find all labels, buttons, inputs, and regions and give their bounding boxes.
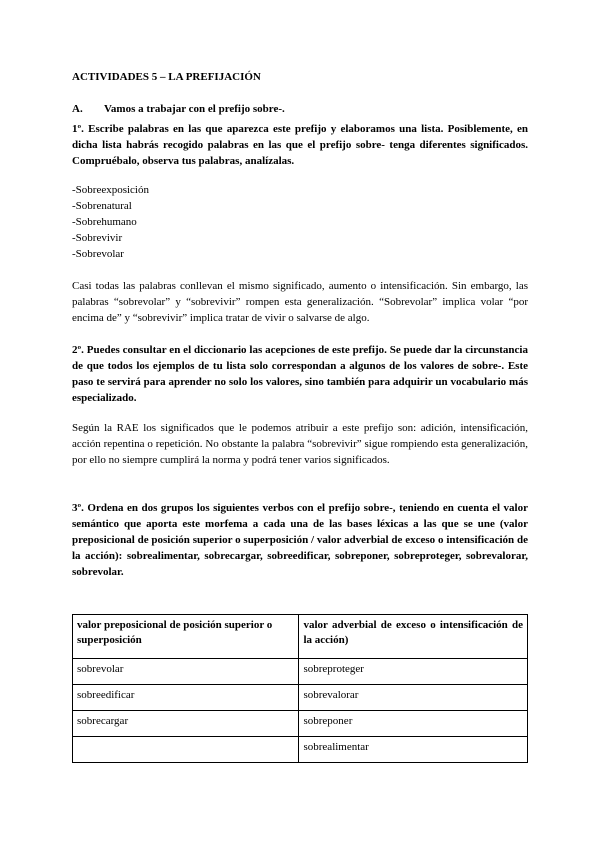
list-item: -Sobrehumano <box>72 216 137 228</box>
q1-answer: Casi todas las palabras conllevan el mismo significado, aumento o intensificación. Sin embargo, las palabras “sobrevolar” y “sobrevivir” rompen esta generalización. “Sobrevolar” implica volar “por encima de” y “sobrevivir” implica tratar de vivir o salvarse de algo. <box>72 280 528 324</box>
list-item: -Sobreexposición <box>72 184 149 196</box>
page-title: ACTIVIDADES 5 – LA PREFIJACIÓN <box>72 71 261 83</box>
table-cell: sobreproteger <box>299 659 528 685</box>
table-row <box>73 711 528 737</box>
header-cell-adverbial: valor adverbial de exceso o intensificación de la acción) <box>299 615 528 659</box>
section-letter: A. <box>72 103 83 115</box>
table-header-row <box>73 615 528 659</box>
table-cell: sobreedificar <box>73 685 299 711</box>
section-a-heading <box>72 103 285 115</box>
q3-prompt: 3º. Ordena en dos grupos los siguientes verbos con el prefijo sobre-, teniendo en cuenta el valor semántico que aporta este morfema a cada una de las bases léxicas a las que se une (valor preposicional de posición superior o superposición / valor adverbial de exceso o intensificación de la acción): sobrealimentar, sobrecargar, sobreedificar, sobreponer, sobreproteger, sobrevalorar, sobrevolar. <box>72 502 528 578</box>
table-row <box>73 659 528 685</box>
list-item: -Sobrenatural <box>72 200 132 212</box>
table-cell: sobreponer <box>299 711 528 737</box>
q2-prompt: 2º. Puedes consultar en el diccionario las acepciones de este prefijo. Se puede dar la circunstancia de que todos los ejemplos de tu lista solo correspondan a algunos de los valores de sobre-. Este paso te servirá para aprender no solo los valores, sino también para adquirir un vocabulario más especializado. <box>72 344 528 404</box>
table-cell: sobrevalorar <box>299 685 528 711</box>
header-cell-prepositional: valor preposicional de posición superior o superposición <box>73 615 299 659</box>
table-cell: sobrealimentar <box>299 737 528 763</box>
section-heading-text: Vamos a trabajar con el prefijo sobre-. <box>104 103 285 115</box>
table-row <box>73 737 528 763</box>
table-cell: sobrecargar <box>73 711 299 737</box>
table-cell: sobrevolar <box>73 659 299 685</box>
table-row <box>73 685 528 711</box>
table-cell <box>73 737 299 763</box>
classification-table <box>72 614 528 763</box>
list-item: -Sobrevolar <box>72 248 124 260</box>
q2-answer: Según la RAE los significados que le podemos atribuir a este prefijo son: adición, intensificación, acción repentina o repetición. No obstante la palabra “sobrevivir” sigue rompiendo esta generalización, por ello no siempre cumplirá la norma y podrá tener varios significados. <box>72 422 528 466</box>
q1-word-list <box>72 182 528 262</box>
q1-prompt: 1º. Escribe palabras en las que aparezca este prefijo y elaboramos una lista. Posiblemente, en dicha lista habrás recogido palabras en las que el prefijo sobre- tenga diferentes significados. Compruébalo, observa tus palabras, analízalas. <box>72 123 528 167</box>
list-item: -Sobrevivir <box>72 232 123 244</box>
